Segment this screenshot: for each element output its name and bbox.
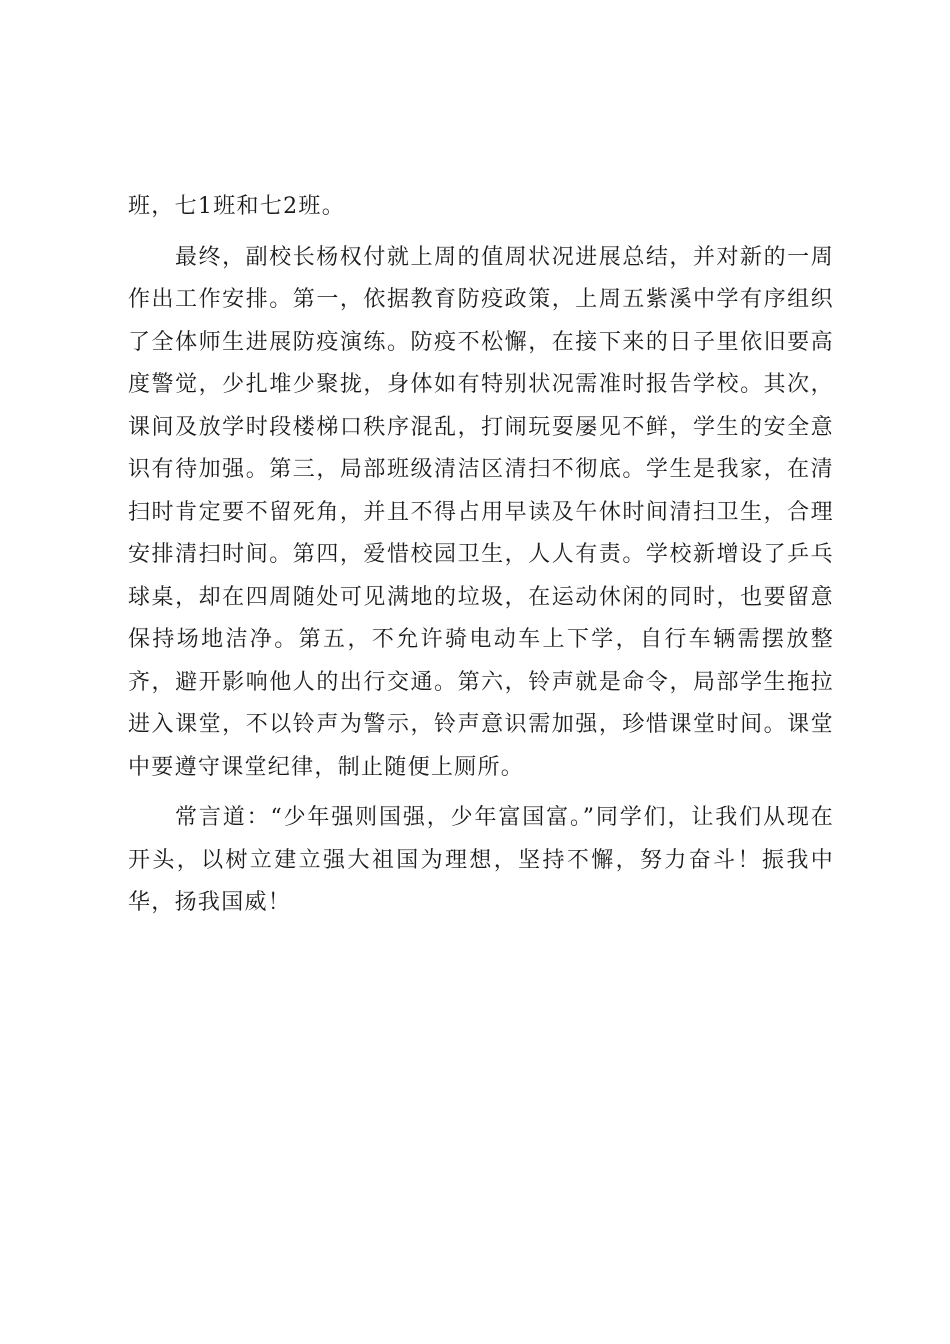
document-body xyxy=(128,186,834,933)
paragraph-continuation: 班，七1班和七2班。 xyxy=(128,194,345,219)
paragraph-closing: 常言道：“少年强则国强，少年富国富。”同学们，让我们从现在开头，以树立建立强大祖国为理想，坚持不懈，努力奋斗！振我中华，扬我国威！ xyxy=(128,805,834,915)
paragraph-summary: 最终，副校长杨权付就上周的值周状况进展总结，并对新的一周作出工作安排。第一，依据教育防疫政策，上周五紫溪中学有序组织了全体师生进展防疫演练。防疫不松懈，在接下来的日子里依旧要高度警觉，少扎堆少聚拢，身体如有特别状况需准时报告学校。其次，课间及放学时段楼梯口秩序混乱，打闹玩耍屡见不鲜，学生的安全意识有待加强。第三，局部班级清洁区清扫不彻底。学生是我家，在清扫时肯定要不留死角，并且不得占用早读及午休时间清扫卫生，合理安排清扫时间。第四，爱惜校园卫生，人人有责。学校新增设了乒乓球桌，却在四周随处可见满地的垃圾，在运动休闲的同时，也要留意保持场地洁净。第五，不允许骑电动车上下学，自行车辆需摆放整齐，避开影响他人的出行交通。第六，铃声就是命令，局部学生拖拉进入课堂，不以铃声为警示，铃声意识需加强，珍惜课堂时间。课堂中要遵守课堂纪律，制止随便上厕所。 xyxy=(128,244,834,780)
